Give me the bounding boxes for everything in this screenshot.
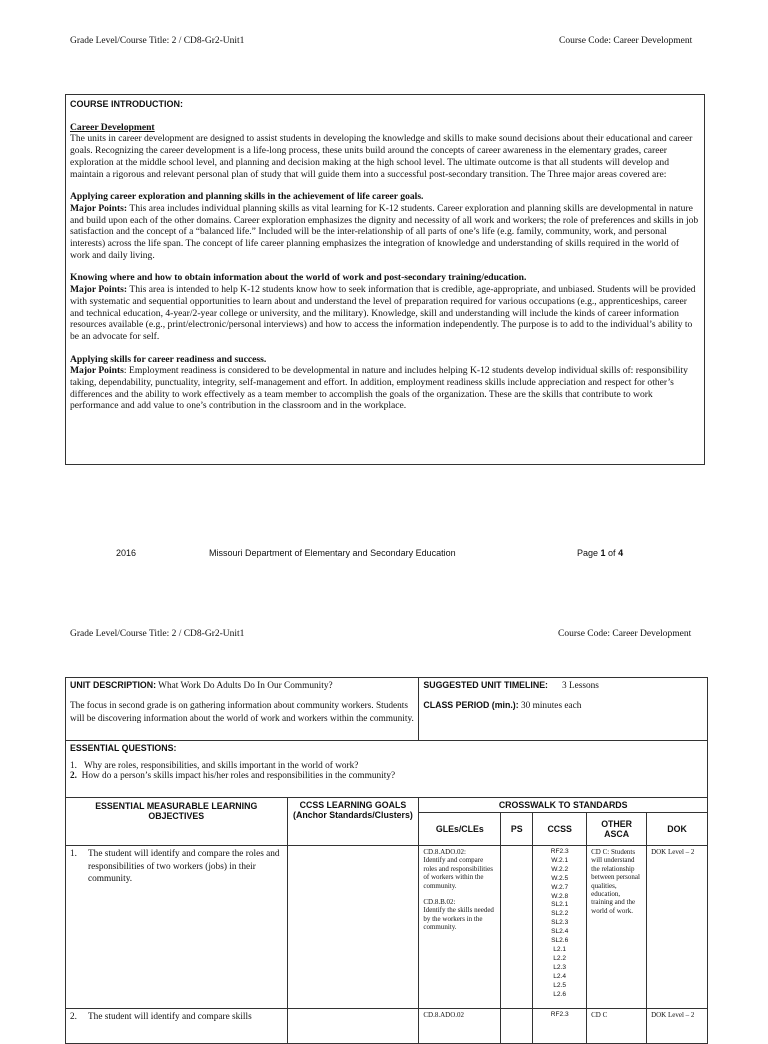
page1-header-right: Course Code: Career Development: [559, 36, 693, 46]
ps-1-cell: [501, 846, 533, 1009]
ccss-goals-2-cell: [287, 1009, 419, 1044]
course-introduction-box: [65, 94, 705, 465]
unit-description-cell: [66, 678, 419, 741]
footer-year: 2016: [116, 548, 137, 558]
unit-description-text: The focus in second grade is on gathering information about community workers. Students will be discovering information about the world of work and workers within the community.: [70, 701, 414, 724]
col-other-header: OTHER ASCA: [587, 813, 647, 846]
unit-description-title: What Work Do Adults Do In Our Community?: [156, 681, 333, 691]
objective-row: [66, 1009, 708, 1044]
col-objectives-header: ESSENTIAL MEASURABLE LEARNING OBJECTIVES: [66, 798, 288, 846]
footer-page-of: of: [605, 548, 619, 558]
timeline-label: SUGGESTED UNIT TIMELINE:: [423, 680, 548, 690]
col-ccss-goals-header: CCSS LEARNING GOALS (Anchor Standards/Clusters): [287, 798, 419, 846]
objective-1-text: The student will identify and compare the roles and responsibilities of two workers (jobs) in their community.: [88, 849, 280, 884]
objective-1-cell: 1. The student will identify and compare the roles and responsibilities of two workers (jobs) in their community.: [66, 846, 288, 1009]
question-item: 2. How do a person’s skills impact his/her roles and responsibilities in the community?: [70, 771, 396, 781]
ccss-2-cell: RF2.3: [533, 1009, 587, 1044]
area-1-label: Major Points:: [70, 202, 128, 214]
other-1-cell: CD C: Students will understand the relationship between personal qualities, education, training and the world of work.: [587, 846, 647, 1009]
col-crosswalk-header: CROSSWALK TO STANDARDS: [419, 798, 708, 813]
unit-table: [65, 677, 708, 1044]
ccss-goals-1-cell: [287, 846, 419, 1009]
course-intro-heading: COURSE INTRODUCTION:: [70, 99, 183, 109]
essential-questions-list: [70, 761, 703, 781]
career-development-subheading: Career Development: [70, 121, 155, 133]
area-2-label: Major Points:: [70, 284, 128, 296]
unit-description-row: [66, 678, 708, 741]
page2-header-left: Grade Level/Course Title: 2 / CD8-Gr2-Unit1: [70, 629, 245, 639]
footer-page-total: 4: [618, 548, 624, 558]
area-2-title: Knowing where and how to obtain information about the world of work and post-secondary training/education.: [70, 272, 527, 284]
area-2-body: [70, 284, 700, 343]
area-1-title: Applying career exploration and planning skills in the achievement of life career goals.: [70, 191, 424, 203]
dok-1-cell: DOK Level – 2: [647, 846, 708, 1009]
area-3-label: Major Points: [70, 365, 124, 377]
page2-header-right: Course Code: Career Development: [558, 629, 692, 639]
footer-page-prefix: Page: [577, 548, 601, 558]
area-1-text: This area includes individual planning skills as vital learning for K-12 students. Career exploration and planning skills are developmental in nature and build upon each of the other domains. Career exploration emphasizes the dignity and necessity of all work and workers; the role of preferences and skills in job satisfaction and the concept of a “balanced life.” Included will be the inter-relationship of all parts of one’s life (e.g. family, community, work, and personal interests) across the life span. The concept of life career planning emphasizes the integration of knowledge and understanding of skills required in the world of work and daily living.: [70, 202, 699, 261]
col-ps-header: PS: [501, 813, 533, 846]
class-period-value: 30 minutes each: [518, 701, 582, 711]
dok-2-cell: DOK Level – 2: [647, 1009, 708, 1044]
timeline-cell: [419, 678, 708, 741]
other-2-cell: CD C: [587, 1009, 647, 1044]
ps-2-cell: [501, 1009, 533, 1044]
gles-2-cell: CD.8.ADO.02: [419, 1009, 501, 1044]
gles-1-cell: CD.8.ADO.02: Identify and compare roles and responsibilities of workers within the community. CD.8.B.02: Identify the skills needed by the workers in the community.: [419, 846, 501, 1009]
class-period-label: CLASS PERIOD (min.):: [423, 700, 519, 710]
timeline-value: 3 Lessons: [562, 681, 599, 691]
unit-description-label: UNIT DESCRIPTION:: [70, 680, 157, 690]
footer-page: [577, 548, 623, 558]
essential-questions-row: [66, 741, 708, 798]
objective-row: [66, 846, 708, 1009]
footer-org: Missouri Department of Elementary and Secondary Education: [209, 548, 456, 558]
columns-header-row: [66, 798, 708, 813]
objective-2-text: The student will identify and compare skills: [88, 1012, 252, 1022]
essential-questions-cell: [66, 741, 708, 798]
intro-paragraph: The units in career development are designed to assist students in developing the knowledge and skills to make sound decisions about their educational and career goals. Recognizing the career development is a life-long process, these units build around the concepts of career awareness in the elementary grades, career exploration at the middle school level, and planning and decision making at the high school level. The ultimate outcome is that all students will develop and maintain a rigorous and relevant personal plan of study that will guide them into a successful post-secondary transition. The Three major areas covered are:: [70, 133, 693, 180]
area-3-body: [70, 365, 700, 412]
objective-2-cell: 2. The student will identify and compare skills: [66, 1009, 288, 1044]
footer-page-num: 1: [600, 548, 606, 558]
area-3-title: Applying skills for career readiness and success.: [70, 353, 267, 365]
area-2-text: This area is intended to help K-12 students know how to seek information that is credible, age-appropriate, and unbiased. Students will be provided with systematic and sequential opportunities to learn about and understand the level of preparation required for various occupations (e.g., apprenticeships, career and technical education, 4-year/2-year college or university, and the military). Knowledge, skill and understanding will include the kinds of career information resources available (e.g., print/electronic/personal interviews) and how to access the information independently. The purpose is to add to the individual’s ability to be an advocate for self.: [70, 284, 696, 342]
col-dok-header: DOK: [647, 813, 708, 846]
area-1-body: [70, 203, 700, 262]
question-item: 1. Why are roles, responsibilities, and skills important in the world of work?: [70, 761, 359, 771]
essential-questions-label: ESSENTIAL QUESTIONS:: [70, 743, 177, 753]
area-3-text: : Employment readiness is considered to be developmental in nature and includes helping K-12 students develop individual skills of: responsibility taking, dependability, punctuality, integrity, self-management and effort. In addition, employment readiness skills include appreciation and respect for other’s differences and the ability to work effectively as a team member to accomplish the goals of the organization. These are the skills that contribute to work performance and add value to one’s contribution in the classroom and in the workplace.: [70, 365, 688, 412]
col-gles-header: GLEs/CLEs: [419, 813, 501, 846]
ccss-1-cell: RF2.3 W.2.1 W.2.2 W.2.5 W.2.7 W.2.8 SL2.1 SL2.2 SL2.3 SL2.4 SL2.6 L2.1 L2.2 L2.3 L2.4 L2.5 L2.6: [533, 846, 587, 1009]
page1-header-left: Grade Level/Course Title: 2 / CD8-Gr2-Unit1: [70, 36, 245, 46]
col-ccss-header: CCSS: [533, 813, 587, 846]
